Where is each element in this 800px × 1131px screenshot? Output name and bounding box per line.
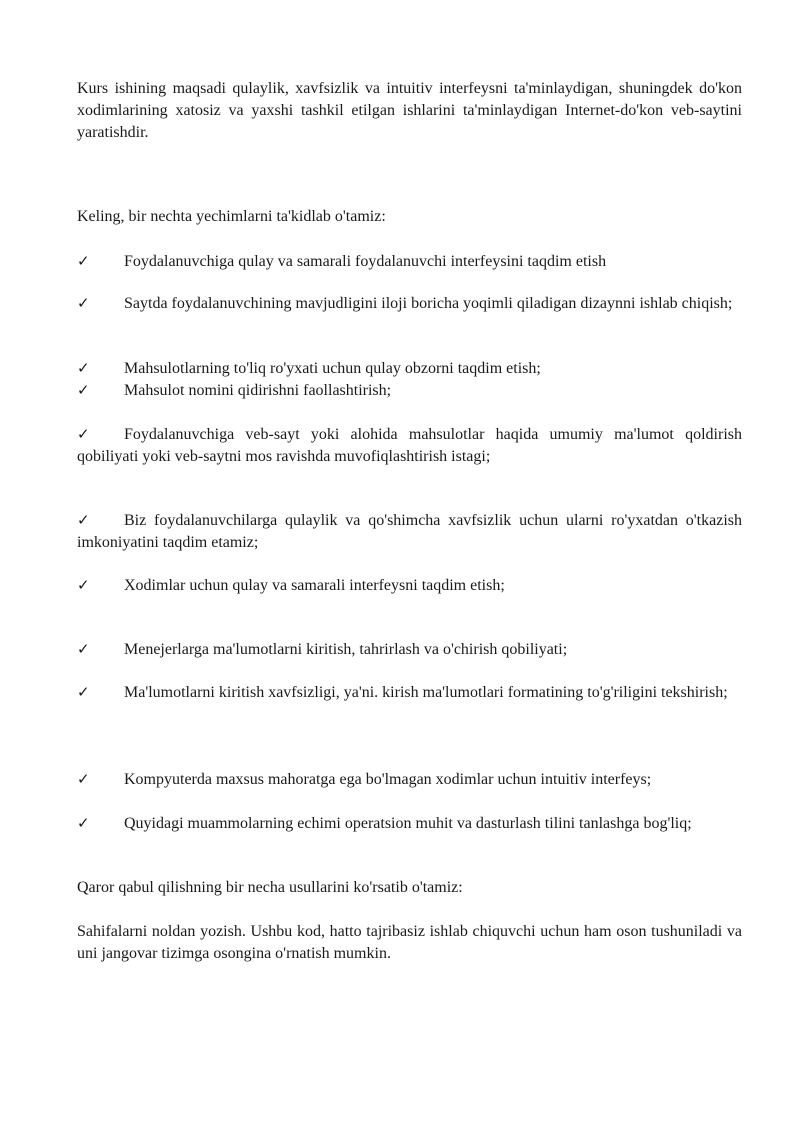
list-item xyxy=(77,292,742,315)
list-item-text: Xodimlar uchun qulay va samarali interfeysni taqdim etish; xyxy=(124,577,505,594)
checkmark-icon: ✓ xyxy=(77,511,90,529)
checkmark-icon: ✓ xyxy=(77,425,90,443)
list-item-text: Quyidagi muammolarning echimi operatsion muhit va dasturlash tilini tanlashga bog'liq; xyxy=(124,815,692,832)
list-item-text: Ma'lumotlarni kiritish xavfsizligi, ya'ni. kirish ma'lumotlari formatining to'g'riligini tekshirish; xyxy=(124,684,728,701)
checkmark-icon: ✓ xyxy=(77,576,90,594)
checkmark-icon: ✓ xyxy=(77,770,90,788)
checkmark-icon: ✓ xyxy=(77,381,90,399)
list-item-text: Biz foydalanuvchilarga qulaylik va qo'shimcha xavfsizlik uchun ularni ro'yxatdan o'tkazish imkoniyatini taqdim etamiz; xyxy=(77,512,742,551)
list-item xyxy=(77,768,742,791)
lead-paragraph: Keling, bir nechta yechimlarni ta'kidlab o'tamiz: xyxy=(77,208,386,225)
list-item xyxy=(77,638,742,661)
checkmark-icon: ✓ xyxy=(77,683,90,701)
list-item-text: Kompyuterda maxsus mahoratga ega bo'lmagan xodimlar uchun intuitiv interfeys; xyxy=(124,771,652,788)
list-item xyxy=(77,681,742,704)
checkmark-icon: ✓ xyxy=(77,294,90,312)
list-item xyxy=(77,357,742,380)
list-item xyxy=(77,250,742,273)
list-item xyxy=(77,509,742,554)
list-item-text: Saytda foydalanuvchining mavjudligini iloji boricha yoqimli qiladigan dizaynni ishlab chiqish; xyxy=(124,295,733,312)
list-item-text: Mahsulot nomini qidirishni faollashtirish; xyxy=(124,382,392,399)
checkmark-icon: ✓ xyxy=(77,359,90,377)
list-item xyxy=(77,423,742,468)
list-item xyxy=(77,574,742,597)
methods-lead-paragraph: Qaror qabul qilishning bir necha usullarini ko'rsatib o'tamiz: xyxy=(77,879,463,896)
closing-paragraph: Sahifalarni noldan yozish. Ushbu kod, hatto tajribasiz ishlab chiquvchi uchun ham oson tushuniladi va uni jangovar tizimga osongina o'rnatish mumkin. xyxy=(77,923,742,962)
intro-paragraph: Kurs ishining maqsadi qulaylik, xavfsizlik va intuitiv interfeysni ta'minlaydigan, shuningdek do'kon xodimlarining xatosiz va yaxshi tashkil etilgan ishlarini ta'minlaydigan Internet-do'kon veb-saytini yaratishdir. xyxy=(77,80,742,141)
list-item-text: Mahsulotlarning to'liq ro'yxati uchun qulay obzorni taqdim etish; xyxy=(124,360,541,377)
list-item-text: Menejerlarga ma'lumotlarni kiritish, tahrirlash va o'chirish qobiliyati; xyxy=(124,641,568,658)
list-item xyxy=(77,379,742,402)
checkmark-icon: ✓ xyxy=(77,640,90,658)
list-item xyxy=(77,812,742,835)
list-item-text: Foydalanuvchiga veb-sayt yoki alohida mahsulotlar haqida umumiy ma'lumot qoldirish qobiliyati yoki veb-saytni mos ravishda muvofiqlashtirish istagi; xyxy=(77,426,742,465)
checkmark-icon: ✓ xyxy=(77,252,90,270)
list-item-text: Foydalanuvchiga qulay va samarali foydalanuvchi interfeysini taqdim etish xyxy=(124,253,607,270)
checkmark-icon: ✓ xyxy=(77,814,90,832)
